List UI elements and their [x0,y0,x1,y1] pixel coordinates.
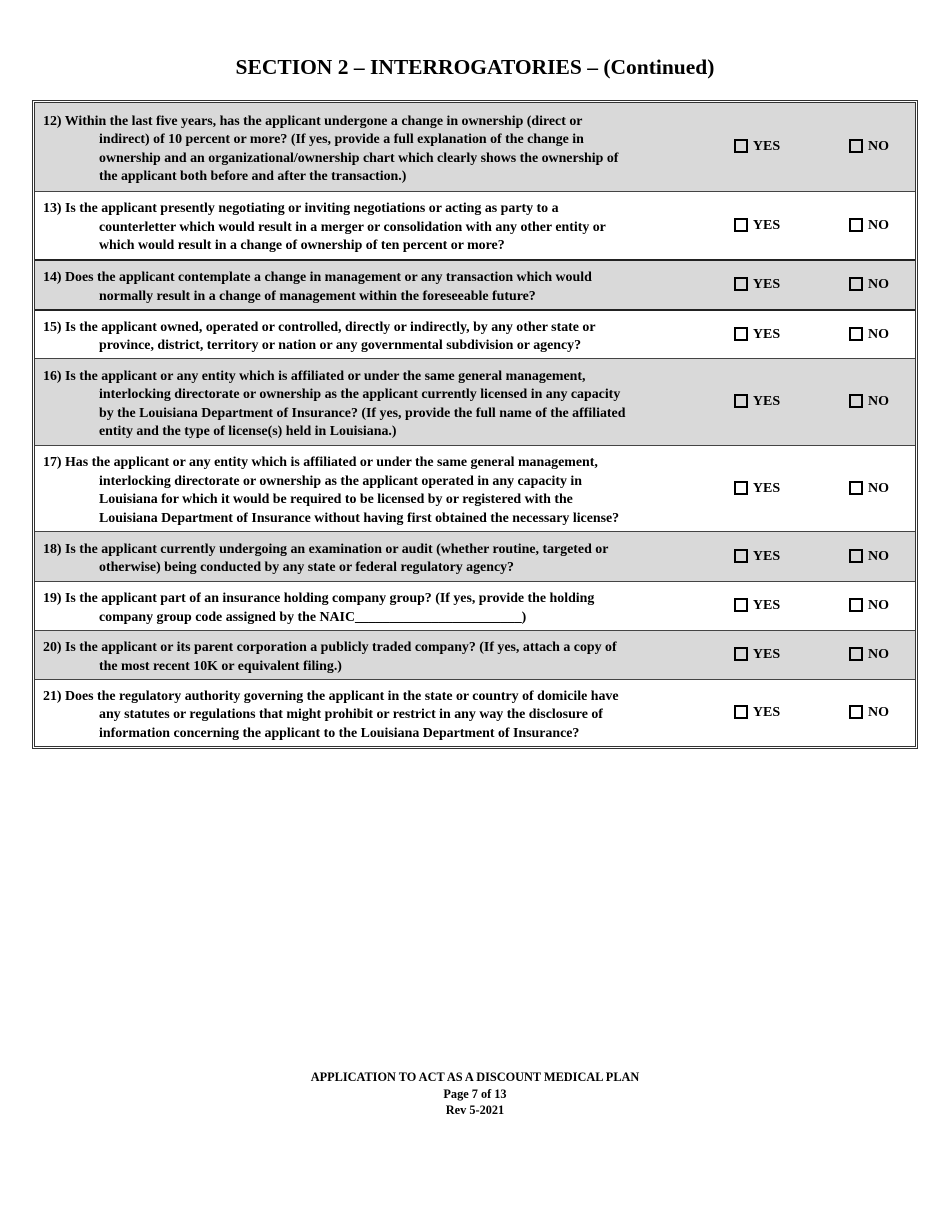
question-row-18 [35,531,915,581]
checkbox-icon [849,394,863,408]
checkbox-icon [849,277,863,291]
yes-checkbox-20[interactable]: YES [695,647,813,663]
checkbox-icon [734,139,748,153]
yes-checkbox-16[interactable]: YES [695,394,813,410]
no-checkbox-16[interactable]: NO [813,394,915,410]
question-row-17 [35,445,915,531]
question-text-14: 14) Does the applicant contemplate a change in management or any transaction which would normally result in a change of management within the foreseeable future? [43,270,592,304]
question-text-19: 19) Is the applicant part of an insurance holding company group? (If yes, provide the holding company group code assigned by the NAIC________________________) [43,591,595,625]
checkbox-icon [734,481,748,495]
question-text-15: 15) Is the applicant owned, operated or controlled, directly or indirectly, by any other state or province, district, territory or nation or any governmental subdivision or agency? [43,319,596,353]
no-checkbox-17[interactable]: NO [813,481,915,497]
checkbox-icon [849,647,863,661]
yes-checkbox-19[interactable]: YES [695,598,813,614]
checkbox-icon [734,598,748,612]
checkbox-icon [849,481,863,495]
question-row-15 [35,309,915,358]
no-checkbox-12[interactable]: NO [813,139,915,155]
checkbox-icon [734,277,748,291]
footer-form-title: APPLICATION TO ACT AS A DISCOUNT MEDICAL PLAN [310,1070,640,1084]
question-row-19 [35,581,915,630]
no-checkbox-19[interactable]: NO [813,598,915,614]
question-text-13: 13) Is the applicant presently negotiating or inviting negotiations or acting as party to a counterletter which would result in a merger or consolidation with any other entity or which would result in a change of ownership of ten percent or more? [43,201,606,254]
footer-page-number: Page 7 of 13 [443,1086,507,1101]
checkbox-icon [734,549,748,563]
no-checkbox-13[interactable]: NO [813,218,915,234]
yes-checkbox-18[interactable]: YES [695,549,813,565]
question-row-21 [35,679,915,746]
checkbox-icon [849,218,863,232]
question-text-12: 12) Within the last five years, has the applicant undergone a change in ownership (direct or indirect) of 10 percent or more? (If yes, provide a full explanation of the change in ownership and an organizational/ownership chart which clearly shows the ownership of the applicant both before and after the transaction.) [43,113,619,184]
yes-checkbox-17[interactable]: YES [695,481,813,497]
no-checkbox-20[interactable]: NO [813,647,915,663]
question-text-17: 17) Has the applicant or any entity which is affiliated or under the same general management, interlocking directorate or ownership as the applicant operated in any capacity in Louisiana for which it would be required to be licensed by or registered with the Louisiana Department of Insurance without having first obtained the necessary license? [43,455,620,526]
question-text-20: 20) Is the applicant or its parent corporation a publicly traded company? (If yes, attach a copy of the most recent 10K or equivalent filing.) [43,640,617,674]
footer-revision: Rev 5-2021 [445,1103,505,1117]
no-checkbox-21[interactable]: NO [813,705,915,721]
question-row-13 [35,191,915,259]
checkbox-icon [734,705,748,719]
checkbox-icon [734,218,748,232]
no-checkbox-18[interactable]: NO [813,549,915,565]
yes-checkbox-21[interactable]: YES [695,705,813,721]
question-row-20 [35,630,915,679]
interrogatories-table [32,100,918,749]
yes-checkbox-13[interactable]: YES [695,218,813,234]
checkbox-icon [734,394,748,408]
question-row-16 [35,358,915,445]
question-text-16: 16) Is the applicant or any entity which is affiliated or under the same general management, interlocking directorate or ownership as the applicant currently licensed in any capacity by the Louisiana Department of Insurance? (If yes, provide the full name of the affiliated entity and the type of license(s) held in Louisiana.) [43,368,626,439]
checkbox-icon [849,705,863,719]
checkbox-icon [849,139,863,153]
checkbox-icon [849,327,863,341]
page-footer [0,1069,950,1119]
yes-checkbox-12[interactable]: YES [695,139,813,155]
question-text-21: 21) Does the regulatory authority governing the applicant in the state or country of domicile have any statutes or regulations that might prohibit or restrict in any way the disclosure of information concerning the applicant to the Louisiana Department of Insurance? [43,688,619,741]
question-text-18: 18) Is the applicant currently undergoing an examination or audit (whether routine, targeted or otherwise) being conducted by any state or federal regulatory agency? [43,541,609,575]
checkbox-icon [734,327,748,341]
question-row-14 [35,259,915,309]
yes-checkbox-14[interactable]: YES [695,277,813,293]
checkbox-icon [734,647,748,661]
checkbox-icon [849,549,863,563]
question-row-12 [35,103,915,191]
yes-checkbox-15[interactable]: YES [695,327,813,343]
no-checkbox-15[interactable]: NO [813,327,915,343]
page-title: SECTION 2 – INTERROGATORIES – (Continued) [235,55,715,79]
no-checkbox-14[interactable]: NO [813,277,915,293]
checkbox-icon [849,598,863,612]
